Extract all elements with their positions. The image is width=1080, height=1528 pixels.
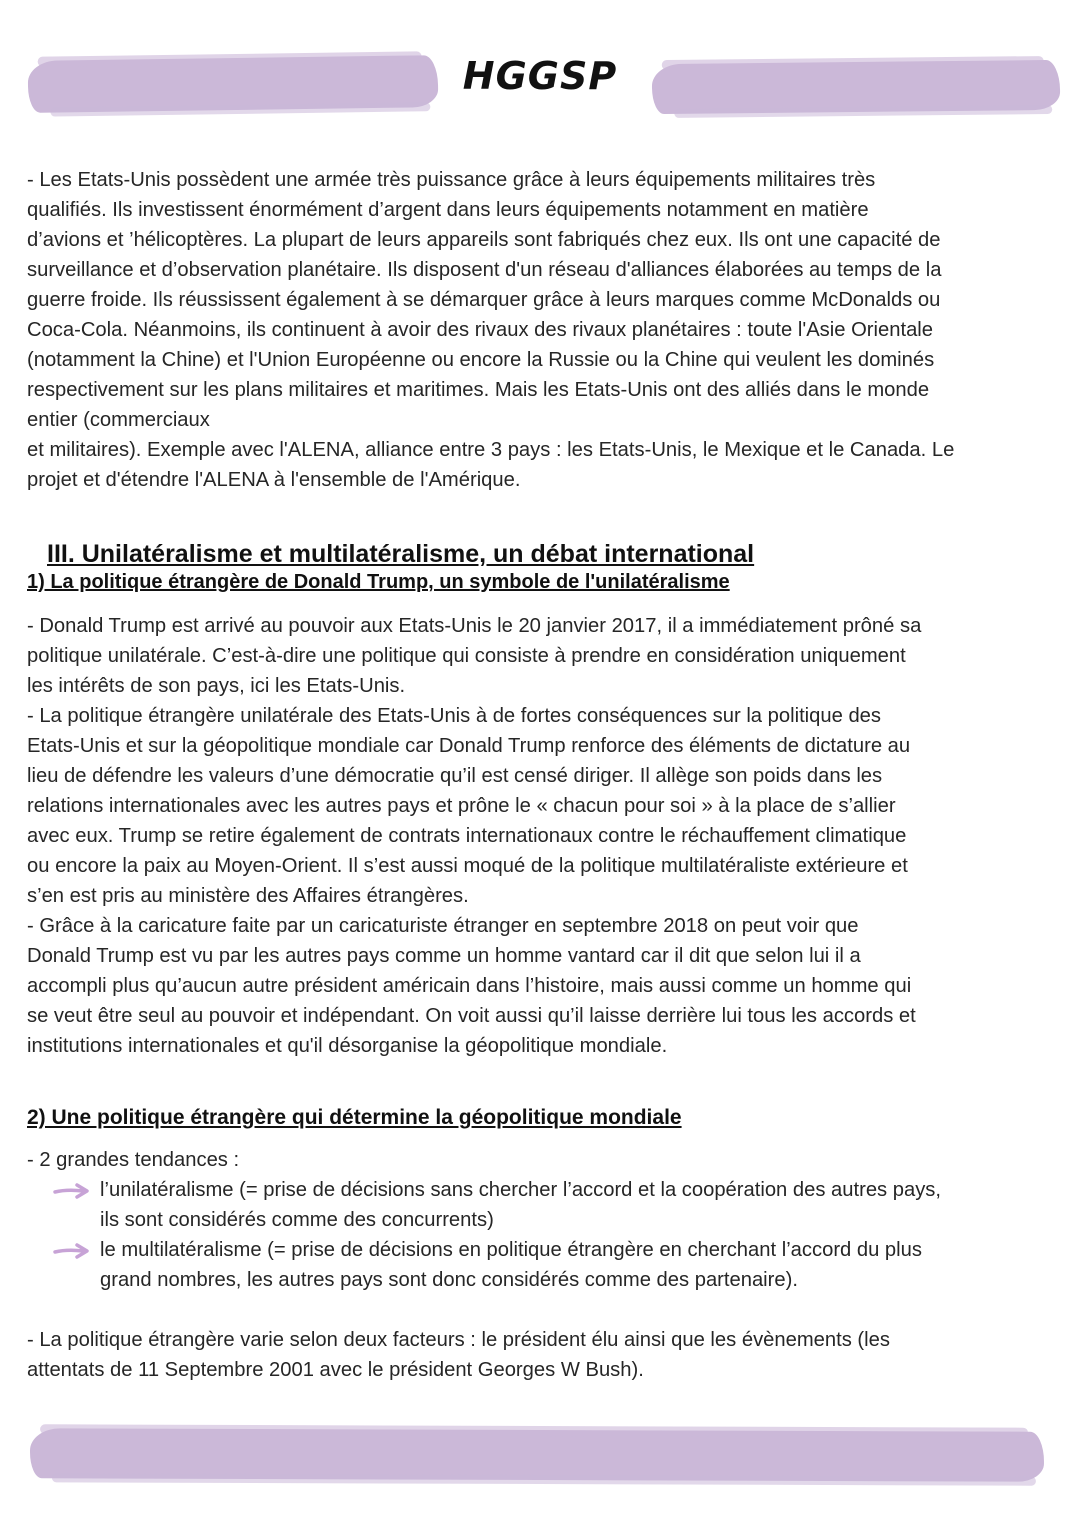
list-item — [27, 1175, 1061, 1235]
text-line: politique unilatérale. C’est-à-dire une politique qui consiste à prendre en considération uniquement — [27, 645, 906, 667]
text-line: projet et d'étendre l'ALENA à l'ensemble de l'Amérique. — [27, 469, 521, 491]
page-title: HGGSP — [462, 54, 618, 98]
text-line: relations internationales avec les autres pays et prône le « chacun pour soi » à la place de s’allier — [27, 795, 896, 817]
text-line: se veut être seul au pouvoir et indépendant. On voit aussi qu’il laisse derrière lui tous les accords et — [27, 1005, 916, 1027]
text-line: - 2 grandes tendances : — [27, 1149, 240, 1171]
text-line: Etats-Unis et sur la géopolitique mondiale car Donald Trump renforce des éléments de dictature au — [27, 735, 911, 757]
footer-brush — [30, 1428, 1044, 1482]
text-line: lieu de défendre les valeurs d’une démocratie qu’il est censé diriger. Il allège son poids dans les — [27, 765, 883, 787]
text-line: (notamment la Chine) et l'Union Européenne ou encore la Russie ou la Chine qui veulent les dominés — [27, 349, 935, 371]
text-line: - Grâce à la caricature faite par un caricaturiste étranger en septembre 2018 on peut voir que — [27, 915, 859, 937]
text-line: guerre froide. Ils réussissent également à se démarquer grâce à leurs marques comme McDonalds ou — [27, 289, 941, 311]
text-line: grand nombres, les autres pays sont donc considérés comme des partenaire). — [100, 1269, 798, 1291]
text-line: ils sont considérés comme des concurrents) — [100, 1209, 494, 1231]
text-line: - La politique étrangère varie selon deux facteurs : le président élu ainsi que les évènements (les — [27, 1329, 890, 1351]
subsection-1-paragraph — [27, 611, 1061, 1061]
section-heading-3: III. Unilatéralisme et multilatéralisme, un débat international — [47, 540, 755, 568]
arrow-right-icon — [53, 1243, 91, 1259]
text-line: avec eux. Trump se retire également de contrats internationaux contre le réchauffement climatique — [27, 825, 907, 847]
list-item — [27, 1235, 1061, 1295]
subsection-2-paragraph — [27, 1145, 1061, 1175]
header-brush-left — [28, 55, 439, 113]
conclusion-paragraph — [27, 1325, 1061, 1385]
header-brush-right — [652, 60, 1061, 114]
document-body — [27, 165, 1061, 1385]
text-line: qualifiés. Ils investissent énormément d’argent dans leurs équipements notamment en matière — [27, 199, 869, 221]
text-line: le multilatéralisme (= prise de décisions en politique étrangère en cherchant l’accord du plus — [100, 1239, 922, 1261]
text-line: ou encore la paix au Moyen-Orient. Il s’est aussi moqué de la politique multilatéraliste extérieure et — [27, 855, 908, 877]
arrow-right-icon — [53, 1183, 91, 1199]
text-line: attentats de 11 Septembre 2001 avec le président Georges W Bush). — [27, 1359, 644, 1381]
text-line: les intérêts de son pays, ici les Etats-Unis. — [27, 675, 406, 697]
text-line: surveillance et d’observation planétaire. Ils disposent d'un réseau d'alliances élaborées au temps de la — [27, 259, 942, 281]
text-line: - Les Etats-Unis possèdent une armée très puissance grâce à leurs équipements militaires très — [27, 169, 876, 191]
subsection-heading-1: 1) La politique étrangère de Donald Trump, un symbole de l'unilatéralisme — [27, 571, 730, 593]
text-line: - La politique étrangère unilatérale des Etats-Unis à de fortes conséquences sur la politique des — [27, 705, 881, 727]
text-line: entier (commerciaux — [27, 409, 210, 431]
text-line: respectivement sur les plans militaires et maritimes. Mais les Etats-Unis ont des alliés dans le monde — [27, 379, 930, 401]
text-line: l’unilatéralisme (= prise de décisions sans chercher l’accord et la coopération des autres pays, — [100, 1179, 942, 1201]
text-line: accompli plus qu’aucun autre président américain dans l’histoire, mais aussi comme un homme qui — [27, 975, 912, 997]
text-line: - Donald Trump est arrivé au pouvoir aux Etats-Unis le 20 janvier 2017, il a immédiatement prôné sa — [27, 615, 922, 637]
text-line: s’en est pris au ministère des Affaires étrangères. — [27, 885, 469, 907]
subsection-heading-2: 2) Une politique étrangère qui détermine la géopolitique mondiale — [27, 1106, 682, 1129]
text-line: et militaires). Exemple avec l'ALENA, alliance entre 3 pays : les Etats-Unis, le Mexique et le Canada. Le — [27, 439, 955, 461]
text-line: Donald Trump est vu par les autres pays comme un homme vantard car il dit que selon lui il a — [27, 945, 861, 967]
text-line: Coca-Cola. Néanmoins, ils continuent à avoir des rivaux des rivaux planétaires : toute l'Asie Orientale — [27, 319, 934, 341]
text-line: d’avions et ’hélicoptères. La plupart de leurs appareils sont fabriqués chez eux. Ils ont une capacité de — [27, 229, 941, 251]
text-line: institutions internationales et qu'il désorganise la géopolitique mondiale. — [27, 1035, 668, 1057]
intro-paragraph — [27, 165, 1061, 495]
